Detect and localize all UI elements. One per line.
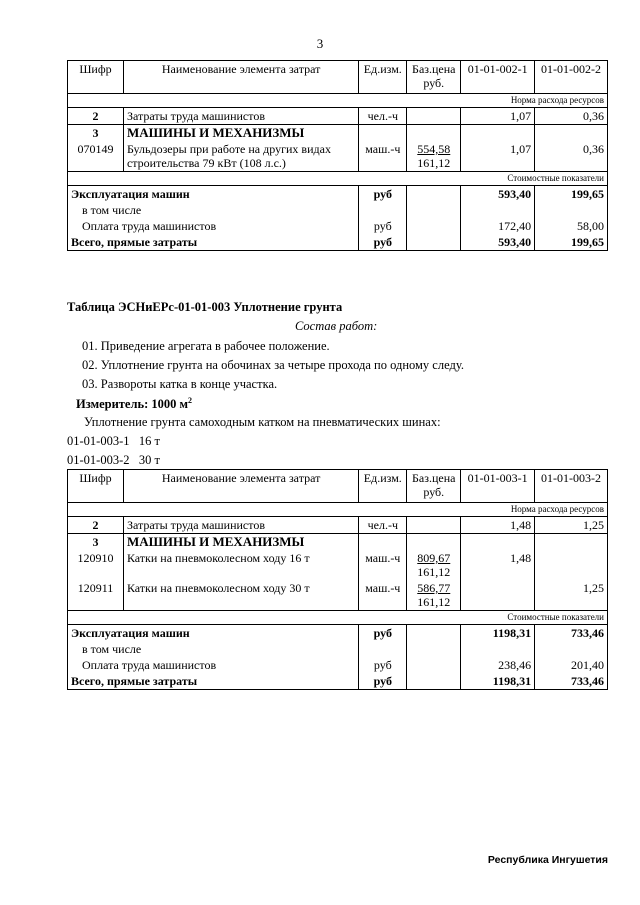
row-unit: маш.-ч (359, 141, 407, 172)
table-row (68, 517, 608, 534)
cost-label-row (68, 611, 608, 625)
cost-label: Стоимостные показатели (68, 611, 608, 625)
table-header-row (68, 470, 608, 503)
row-value-2: 58,00 (535, 218, 608, 234)
row-value-2: 201,40 (535, 657, 608, 673)
price-wages: 161,12 (417, 156, 451, 170)
table-row (68, 141, 608, 172)
norm-label: Норма расхода ресурсов (68, 503, 608, 517)
row-value-1: 172,40 (461, 218, 535, 234)
row-code: 2 (68, 517, 124, 534)
norm-label-row (68, 503, 608, 517)
row-code: 3 (68, 534, 124, 551)
table-row (68, 202, 608, 218)
header-col-2: 01-01-002-2 (535, 61, 608, 94)
table-header-row (68, 61, 608, 94)
step-1: 01. Приведение агрегата в рабочее положение. (82, 339, 330, 353)
row-price (407, 108, 461, 125)
header-base-price: Баз.цена руб. (407, 470, 461, 503)
header-base-price: Баз.цена руб. (407, 61, 461, 94)
resource-table-1 (67, 60, 608, 251)
row-value-2 (535, 550, 608, 580)
composition-heading: Состав работ: (295, 319, 378, 333)
table-row (68, 673, 608, 690)
row-unit: руб (359, 218, 407, 234)
row-unit: чел.-ч (359, 517, 407, 534)
row-name: Оплата труда машинистов (68, 657, 359, 673)
row-name: Всего, прямые затраты (68, 673, 359, 690)
table-row (68, 218, 608, 234)
row-value-2: 0,36 (535, 141, 608, 172)
row-unit: руб (359, 234, 407, 251)
row-name: в том числе (68, 641, 359, 657)
row-value-1: 1,48 (461, 517, 535, 534)
row-unit: чел.-ч (359, 108, 407, 125)
row-code: 120910 (68, 550, 124, 580)
row-value-2: 199,65 (535, 234, 608, 251)
price-operation: 554,58 (417, 142, 451, 156)
row-name: Бульдозеры при работе на других видах строительства 79 кВт (108 л.с.) (123, 141, 358, 172)
row-name: Катки на пневмоколесном ходу 30 т (123, 580, 358, 611)
row-name: в том числе (68, 202, 359, 218)
row-value-1: 593,40 (461, 186, 535, 203)
header-code: Шифр (68, 470, 124, 503)
variant-code: 01-01-003-2 (67, 453, 130, 467)
table-row (68, 641, 608, 657)
table-row (68, 534, 608, 551)
table-row (68, 125, 608, 142)
row-name: Катки на пневмоколесном ходу 16 т (123, 550, 358, 580)
row-name: Оплата труда машинистов (68, 218, 359, 234)
meter-line (76, 396, 192, 412)
row-value-2: 1,25 (535, 580, 608, 611)
table-row (68, 580, 608, 611)
norm-label: Норма расхода ресурсов (68, 94, 608, 108)
page-number: 3 (316, 36, 324, 51)
table-row (68, 186, 608, 203)
row-value-2: 199,65 (535, 186, 608, 203)
row-value-1: 238,46 (461, 657, 535, 673)
row-unit: руб (359, 657, 407, 673)
header-col-1: 01-01-002-1 (461, 61, 535, 94)
meter-sup: 2 (188, 396, 193, 405)
row-value-1: 1198,31 (461, 625, 535, 642)
table-row (68, 657, 608, 673)
variant-code: 01-01-003-1 (67, 434, 130, 448)
header-unit: Ед.изм. (359, 61, 407, 94)
cost-label-row (68, 172, 608, 186)
table-row (68, 550, 608, 580)
row-value-2: 733,46 (535, 625, 608, 642)
price-wages: 161,12 (417, 565, 451, 579)
row-code: 2 (68, 108, 124, 125)
row-name: Эксплуатация машин (68, 625, 359, 642)
header-col-1: 01-01-003-1 (461, 470, 535, 503)
meter-label: Измеритель: 1000 м (76, 397, 189, 412)
row-price (407, 580, 461, 611)
variant-value: 16 т (138, 434, 160, 448)
price-wages: 161,12 (417, 595, 451, 609)
row-value-1: 1198,31 (461, 673, 535, 690)
row-name: МАШИНЫ И МЕХАНИЗМЫ (123, 125, 358, 142)
header-unit: Ед.изм. (359, 470, 407, 503)
row-value-1: 1,48 (461, 550, 535, 580)
row-name: МАШИНЫ И МЕХАНИЗМЫ (123, 534, 358, 551)
row-value-2: 733,46 (535, 673, 608, 690)
description: Уплотнение грунта самоходным катком на пневматических шинах: (84, 415, 441, 429)
row-code: 070149 (68, 141, 124, 172)
row-price (407, 550, 461, 580)
table-row (68, 625, 608, 642)
variant-1 (67, 434, 160, 449)
footer-region: Республика Ингушетия (487, 854, 608, 866)
table-row (68, 108, 608, 125)
step-3: 03. Развороты катка в конце участка. (82, 377, 278, 391)
row-unit: руб (359, 673, 407, 690)
row-unit: руб (359, 625, 407, 642)
row-value-1 (461, 580, 535, 611)
row-name: Затраты труда машинистов (123, 517, 358, 534)
row-value-1: 1,07 (461, 141, 535, 172)
step-2: 02. Уплотнение грунта на обочинах за четыре прохода по одному следу. (82, 358, 464, 372)
row-value-2: 0,36 (535, 108, 608, 125)
price-operation: 586,77 (417, 581, 451, 595)
norm-label-row (68, 94, 608, 108)
row-code: 120911 (68, 580, 124, 611)
header-col-2: 01-01-003-2 (535, 470, 608, 503)
cost-label: Стоимостные показатели (68, 172, 608, 186)
header-name: Наименование элемента затрат (123, 470, 358, 503)
row-unit: маш.-ч (359, 580, 407, 611)
row-value-1: 593,40 (461, 234, 535, 251)
row-value-2: 1,25 (535, 517, 608, 534)
header-code: Шифр (68, 61, 124, 94)
variant-value: 30 т (138, 453, 160, 467)
row-name: Всего, прямые затраты (68, 234, 359, 251)
row-code: 3 (68, 125, 124, 142)
row-name: Затраты труда машинистов (123, 108, 358, 125)
row-unit: маш.-ч (359, 550, 407, 580)
row-price (407, 141, 461, 172)
variant-2 (67, 453, 160, 468)
resource-table-2 (67, 469, 608, 690)
row-value-1: 1,07 (461, 108, 535, 125)
table-row (68, 234, 608, 251)
price-operation: 809,67 (417, 551, 451, 565)
row-name: Эксплуатация машин (68, 186, 359, 203)
header-name: Наименование элемента затрат (123, 61, 358, 94)
section-title: Таблица ЭСНиЕРс-01-01-003 Уплотнение грунта (67, 300, 343, 314)
row-unit: руб (359, 186, 407, 203)
